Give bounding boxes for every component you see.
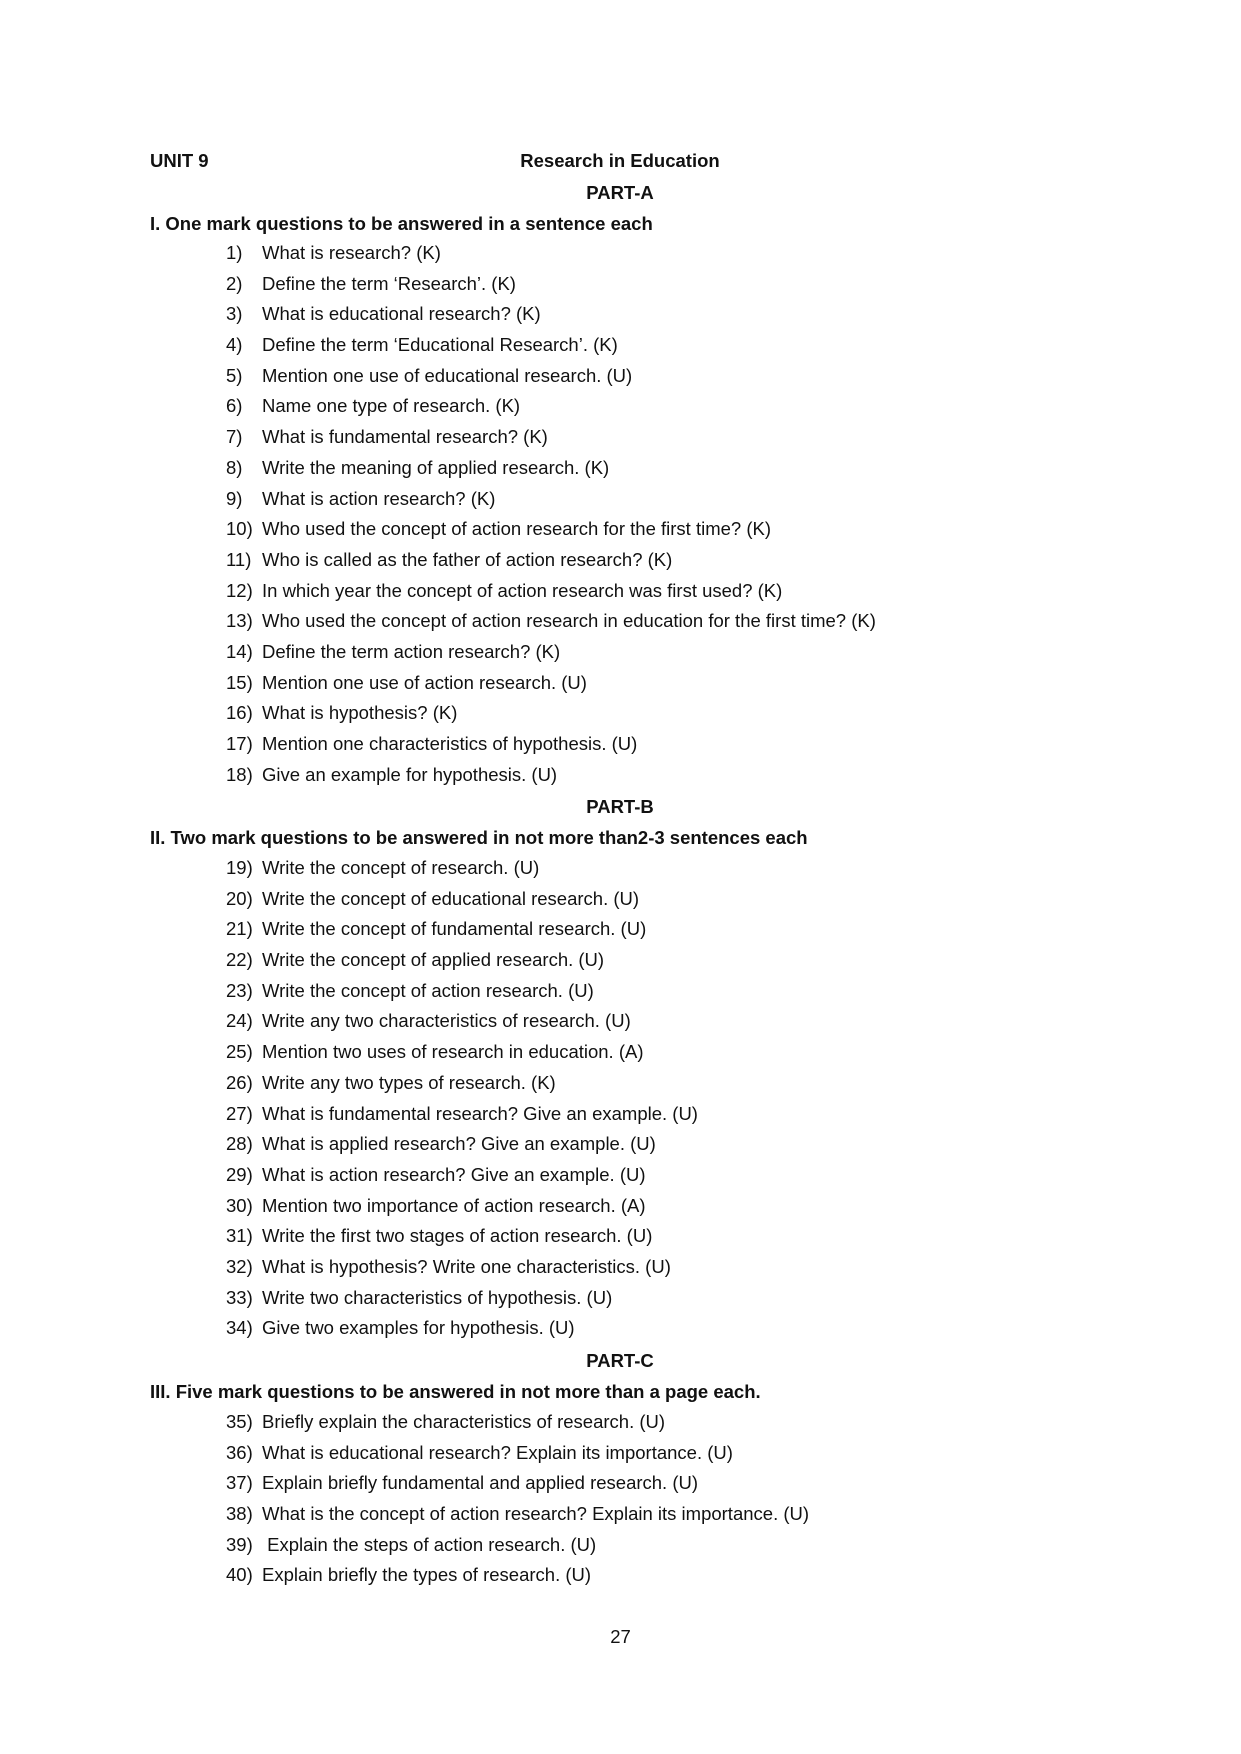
question-item [226,1468,809,1499]
part-a-heading: PART-A [586,182,654,203]
question-number: 28) [226,1133,253,1155]
question-text: Mention one use of action research. (U) [262,671,587,693]
question-item [226,391,876,422]
question-text: Briefly explain the characteristics of research. (U) [262,1411,666,1432]
question-text: Define the term action research? (K) [262,640,561,662]
question-item [226,1499,809,1530]
question-text: Define the term ‘Research’. (K) [262,272,516,294]
question-item [226,698,876,729]
part-b-heading: PART-B [586,796,654,817]
question-number: 7) [226,426,243,448]
question-number: 16) [226,702,253,724]
question-text: What is fundamental research? (K) [262,426,548,448]
question-item [226,945,698,976]
question-item [226,976,698,1007]
question-text: What is fundamental research? Give an example. (U) [262,1102,698,1124]
question-text: Explain briefly fundamental and applied research. (U) [262,1472,699,1494]
question-text: Mention one characteristics of hypothesis. (U) [262,733,638,754]
question-number: 35) [226,1411,253,1432]
question-item [226,269,876,300]
question-text: Write the concept of fundamental research. (U) [262,918,647,940]
question-number: 36) [226,1441,253,1463]
question-item [226,238,876,269]
question-text: Who is called as the father of action research? (K) [262,548,673,570]
question-number: 10) [226,518,253,540]
question-text: Give an example for hypothesis. (U) [262,763,558,785]
part-b-question-list [226,853,698,1344]
question-item [226,361,876,392]
question-text: Write two characteristics of hypothesis. (U) [262,1286,613,1308]
question-item [226,330,876,361]
question-number: 12) [226,579,253,601]
question-number: 15) [226,671,253,693]
part-c-question-list [226,1407,809,1591]
question-text: Write the concept of research. (U) [262,857,540,878]
question-text: Who used the concept of action research for the first time? (K) [262,518,771,540]
question-number: 26) [226,1071,253,1093]
question-item [226,1252,698,1283]
question-item [226,637,876,668]
question-item [226,1283,698,1314]
question-item [226,484,876,515]
question-number: 20) [226,887,253,909]
part-a-question-list [226,238,876,790]
question-text: What is applied research? Give an example. (U) [262,1133,656,1155]
question-number: 3) [226,303,243,325]
question-item [226,1037,698,1068]
question-number: 11) [226,548,252,570]
question-text: What is action research? Give an example. (U) [262,1163,646,1185]
question-number: 40) [226,1564,253,1586]
question-item [226,853,698,884]
question-item [226,1438,809,1469]
question-text: Explain the steps of action research. (U) [262,1533,597,1555]
question-number: 19) [226,857,253,878]
question-number: 1) [226,242,243,263]
question-text: Who used the concept of action research in education for the first time? (K) [262,610,876,632]
question-number: 39) [226,1533,253,1555]
question-item [226,453,876,484]
question-item [226,1313,698,1344]
question-item [226,1191,698,1222]
question-text: What is research? (K) [262,242,441,263]
question-number: 33) [226,1286,253,1308]
question-item [226,1160,698,1191]
part-a-instruction: I. One mark questions to be answered in a sentence each [150,213,653,234]
question-number: 27) [226,1102,253,1124]
question-number: 9) [226,487,243,509]
question-text: Define the term ‘Educational Research’. (K) [262,334,618,356]
question-item [226,1221,698,1252]
question-item [226,514,876,545]
question-text: Explain briefly the types of research. (U) [262,1564,592,1586]
title-row [150,150,1090,176]
question-number: 37) [226,1472,253,1494]
question-number: 4) [226,334,243,356]
question-number: 17) [226,733,253,754]
part-c-heading: PART-C [586,1350,654,1371]
question-text: What is hypothesis? Write one characteristics. (U) [262,1255,671,1277]
part-b-instruction: II. Two mark questions to be answered in not more than2-3 sentences each [150,827,808,848]
question-number: 25) [226,1041,253,1063]
question-item [226,545,876,576]
question-text: What is educational research? (K) [262,303,541,325]
question-text: Write the concept of action research. (U) [262,979,594,1001]
question-item [226,1560,809,1591]
question-text: Write any two characteristics of research. (U) [262,1010,631,1032]
question-item [226,1068,698,1099]
unit-label: UNIT 9 [150,150,209,171]
question-item [226,914,698,945]
question-number: 38) [226,1503,253,1525]
question-number: 6) [226,395,243,417]
question-number: 2) [226,272,243,294]
question-number: 22) [226,949,253,971]
question-number: 23) [226,979,253,1001]
question-text: Mention one use of educational research. (U) [262,364,633,386]
question-text: What is action research? (K) [262,487,496,509]
question-item [226,1530,809,1561]
question-item [226,884,698,915]
question-number: 18) [226,763,253,785]
question-number: 34) [226,1317,253,1339]
question-number: 29) [226,1163,253,1185]
question-item [226,299,876,330]
question-item [226,760,876,791]
question-text: In which year the concept of action research was first used? (K) [262,579,783,601]
question-item [226,576,876,607]
question-text: Mention two importance of action research. (A) [262,1194,646,1216]
question-item [226,729,876,760]
page-title: Research in Education [520,150,720,171]
question-text: Mention two uses of research in education. (A) [262,1041,644,1063]
question-text: What is educational research? Explain its importance. (U) [262,1441,733,1463]
page-number: 27 [610,1626,631,1647]
question-item [226,1006,698,1037]
question-number: 32) [226,1255,253,1277]
question-number: 13) [226,610,253,632]
question-text: Write the concept of educational research. (U) [262,887,640,909]
question-text: Write the meaning of applied research. (K) [262,456,610,478]
question-item [226,1407,809,1438]
part-c-instruction: III. Five mark questions to be answered in not more than a page each. [150,1381,761,1402]
question-item [226,1099,698,1130]
question-item [226,422,876,453]
question-text: Write the first two stages of action research. (U) [262,1225,653,1247]
question-text: Write any two types of research. (K) [262,1071,556,1093]
question-item [226,668,876,699]
question-text: Give two examples for hypothesis. (U) [262,1317,575,1339]
question-number: 31) [226,1225,253,1247]
question-number: 24) [226,1010,253,1032]
question-text: Write the concept of applied research. (U) [262,949,605,971]
question-number: 8) [226,456,243,478]
question-text: What is the concept of action research? Explain its importance. (U) [262,1503,810,1525]
question-number: 30) [226,1194,253,1216]
question-item [226,1129,698,1160]
question-number: 5) [226,364,243,386]
question-number: 14) [226,640,253,662]
question-text: What is hypothesis? (K) [262,702,458,724]
question-item [226,606,876,637]
question-number: 21) [226,918,253,940]
question-text: Name one type of research. (K) [262,395,521,417]
